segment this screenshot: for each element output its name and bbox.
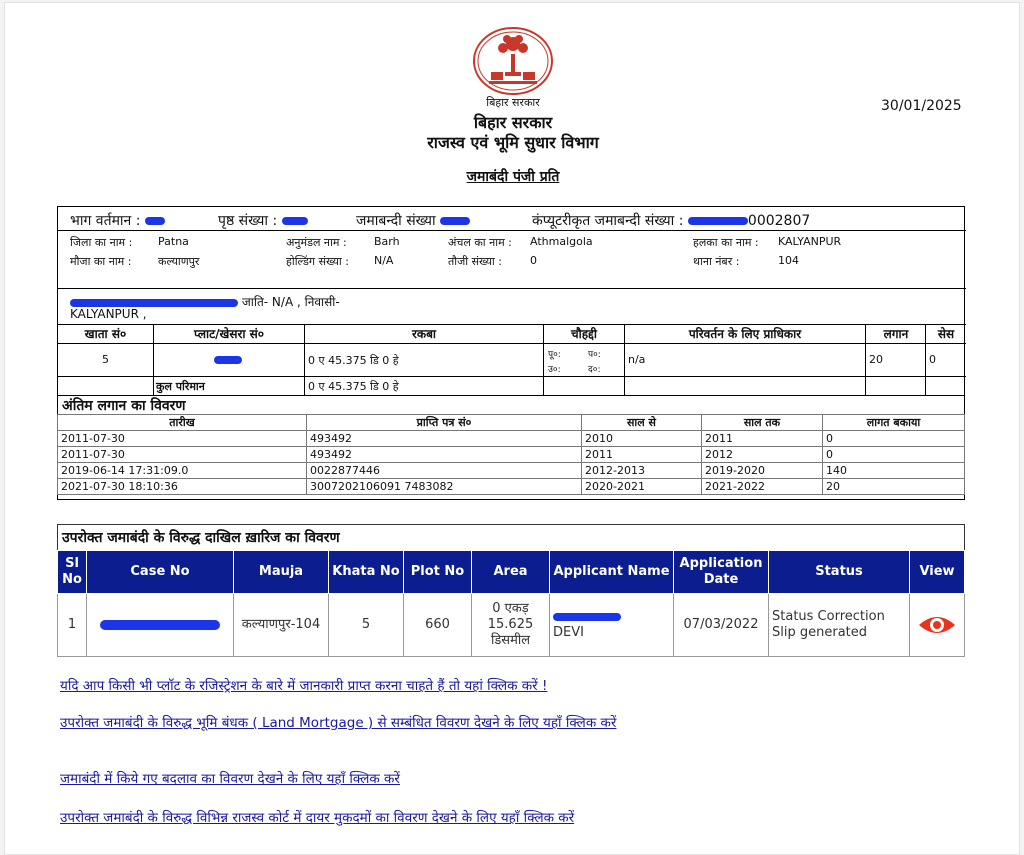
mutation-plot: 660 (404, 594, 472, 657)
bhag-field (70, 211, 165, 230)
redaction-mark (100, 620, 220, 630)
total-area: 0 ए 45.375 डि 0 हे (308, 380, 399, 393)
table-row (58, 447, 965, 463)
bhag-label: भाग वर्तमान : (70, 213, 141, 229)
table-row (58, 431, 965, 447)
col-case: Case No (87, 551, 234, 594)
lagan-value: 20 (869, 353, 883, 366)
col-sl: Sl No (58, 551, 87, 594)
boundary-west: प०: (588, 350, 601, 360)
computerized-label: कंप्यूटरीकृत जमाबन्दी संख्या : (532, 213, 684, 229)
col-date: तारीख (58, 415, 307, 431)
col-plot: प्लाट/खेसरा सं० (193, 327, 265, 341)
mutation-case-no (87, 594, 234, 657)
col-applicant: Applicant Name (550, 551, 674, 594)
halka-value: KALYANPUR (778, 235, 842, 248)
col-area: रकबा (411, 327, 437, 341)
col-khata: Khata No (329, 551, 404, 594)
mutation-area: 0 एकड़ 15.625 डिसमील (472, 594, 550, 657)
divider (58, 343, 966, 344)
col-authority: परिवर्तन के लिए प्राधिकार (688, 327, 802, 341)
circle-value: Athmalgola (530, 235, 593, 248)
land-mortgage-link[interactable]: उपरोक्त जमाबंदी के विरुद्ध भूमि बंधक ( Land Mortgage ) से सम्बंधित विवरण देखने के लिए यहाँ क्लिक करें (60, 715, 617, 731)
table-row (58, 463, 965, 479)
table-header-row (58, 415, 965, 431)
jamabandi-field (356, 211, 470, 230)
mutation-details (57, 524, 965, 656)
holding-value: N/A (374, 254, 394, 267)
divider (58, 288, 966, 289)
report-date: 30/01/2025 (881, 98, 962, 114)
touzi-value: 0 (530, 254, 537, 267)
mutation-date: 07/03/2022 (674, 594, 769, 657)
redaction-mark (282, 217, 308, 225)
rent-receipt: 493492 (307, 447, 582, 463)
area-value: 0 ए 45.375 डि 0 हे (308, 354, 399, 367)
holding-label: होल्डिंग संख्या : (286, 255, 349, 268)
khata-value: 5 (102, 353, 109, 366)
col-application-date: Application Date (674, 551, 769, 594)
cess-value: 0 (929, 353, 936, 366)
mutation-mauja: कल्याणपुर-104 (234, 594, 329, 657)
owner-caste-residence: जाति- N/A , निवासी- (241, 295, 340, 309)
divider (624, 324, 625, 396)
table-header-row (58, 551, 965, 594)
district-label: जिला का नाम : (70, 236, 133, 249)
jamabandi-label: जमाबन्दी संख्या (356, 213, 436, 229)
touzi-label: तौजी संख्या : (448, 255, 502, 268)
col-view: View (910, 551, 965, 594)
page-label: पृष्ठ संख्या : (218, 213, 278, 229)
subdivision-value: Barh (374, 235, 400, 248)
boundary-north: उ०: (548, 365, 561, 375)
rent-receipt: 0022877446 (307, 463, 582, 479)
redaction-mark (70, 299, 238, 307)
col-lagan: लगान (883, 327, 909, 341)
divider (925, 324, 926, 396)
rent-year-to: 2012 (702, 447, 823, 463)
rent-date: 2011-07-30 (58, 431, 307, 447)
col-cess: सेस (937, 327, 955, 341)
col-year-to: साल तक (702, 415, 823, 431)
col-due: लागत बकाया (823, 415, 965, 431)
jamabandi-changes-link[interactable]: जमाबंदी में किये गए बदलाव का विवरण देखने के लिए यहाँ क्लिक करें (60, 771, 400, 787)
mutation-table (57, 550, 965, 657)
rent-details-title: अंतिम लगान का विवरण (62, 398, 186, 414)
divider (865, 324, 866, 396)
revenue-court-cases-link[interactable]: उपरोक्त जमाबंदी के विरुद्ध विभिन्न राजस्व कोर्ट में दायर मुकदमों का विवरण देखने के लिए यहाँ क्लिक करें (60, 810, 575, 826)
divider (304, 324, 305, 396)
redaction-mark (688, 217, 748, 225)
authority-value: n/a (628, 353, 646, 366)
redaction-mark (440, 217, 470, 225)
col-khata: खाता सं० (84, 327, 127, 341)
computerized-field (532, 211, 810, 230)
mutation-sl: 1 (58, 594, 87, 657)
rent-year-from: 2011 (582, 447, 702, 463)
rent-receipt: 493492 (307, 431, 582, 447)
rent-year-to: 2021-2022 (702, 479, 823, 495)
halka-label: हलका का नाम : (693, 236, 759, 249)
boundary-south: द०: (588, 365, 601, 375)
mutation-title: उपरोक्त जमाबंदी के विरुद्ध दाखिल ख़ारिज का विवरण (62, 530, 340, 546)
document-title: जमाबंदी पंजी प्रति (466, 169, 560, 185)
rent-year-to: 2019-2020 (702, 463, 823, 479)
col-area: Area (472, 551, 550, 594)
subdivision-label: अनुमंडल नाम : (286, 236, 347, 249)
applicant-name: DEVI (553, 625, 584, 640)
owner-address: KALYANPUR , (70, 307, 147, 321)
bihar-emblem-icon (471, 26, 555, 96)
mutation-khata: 5 (329, 594, 404, 657)
redaction-mark (553, 613, 621, 621)
rent-year-from: 2010 (582, 431, 702, 447)
mutation-status: Status Correction Slip generated (769, 594, 910, 657)
boundary-east: पू०: (548, 350, 561, 360)
redaction-mark (214, 356, 242, 364)
rent-due: 0 (823, 447, 965, 463)
rent-details (57, 396, 965, 500)
total-label: कुल परिमान (156, 380, 205, 393)
plot-redacted (214, 353, 242, 366)
rent-date: 2011-07-30 (58, 447, 307, 463)
circle-label: अंचल का नाम : (448, 236, 512, 249)
view-cell (910, 594, 965, 657)
rent-date: 2021-07-30 18:10:36 (58, 479, 307, 495)
rent-due: 20 (823, 479, 965, 495)
eye-icon[interactable] (917, 613, 957, 637)
district-value: Patna (158, 235, 189, 248)
table-row (58, 479, 965, 495)
jamabandi-details (57, 206, 965, 396)
rent-receipt: 3007202106091 7483082 (307, 479, 582, 495)
table-row (58, 594, 965, 657)
rent-year-to: 2011 (702, 431, 823, 447)
rent-date: 2019-06-14 17:31:09.0 (58, 463, 307, 479)
mauja-label: मौजा का नाम : (70, 255, 132, 268)
department-title: राजस्व एवं भूमि सुधार विभाग (427, 133, 599, 152)
rent-year-from: 2012-2013 (582, 463, 702, 479)
mauja-value: कल्याणपुर (158, 255, 200, 268)
divider (153, 324, 154, 396)
redaction-mark (145, 217, 165, 225)
computerized-value: 0002807 (747, 213, 811, 229)
col-receipt: प्राप्ति पत्र सं० (307, 415, 582, 431)
rent-year-from: 2020-2021 (582, 479, 702, 495)
col-boundary: चौहद्दी (570, 327, 598, 341)
rent-due: 0 (823, 431, 965, 447)
col-status: Status (769, 551, 910, 594)
col-plot: Plot No (404, 551, 472, 594)
rent-table (57, 414, 965, 495)
thana-value: 104 (778, 254, 799, 267)
divider (58, 376, 966, 377)
government-title: बिहार सरकार (473, 113, 553, 132)
divider (543, 324, 544, 396)
col-year-from: साल से (582, 415, 702, 431)
plot-registration-link[interactable]: यदि आप किसी भी प्लॉट के रजिस्ट्रेशन के बारे में जानकारी प्राप्त करना चाहते हैं तो यहां क्लिक करें ! (60, 678, 548, 694)
thana-label: थाना नंबर : (693, 255, 740, 268)
rent-due: 140 (823, 463, 965, 479)
mutation-applicant (550, 594, 674, 657)
page-field (218, 211, 308, 230)
divider (58, 230, 966, 231)
col-mauja: Mauja (234, 551, 329, 594)
page (4, 2, 1020, 855)
logo-caption: बिहार सरकार (486, 96, 540, 109)
